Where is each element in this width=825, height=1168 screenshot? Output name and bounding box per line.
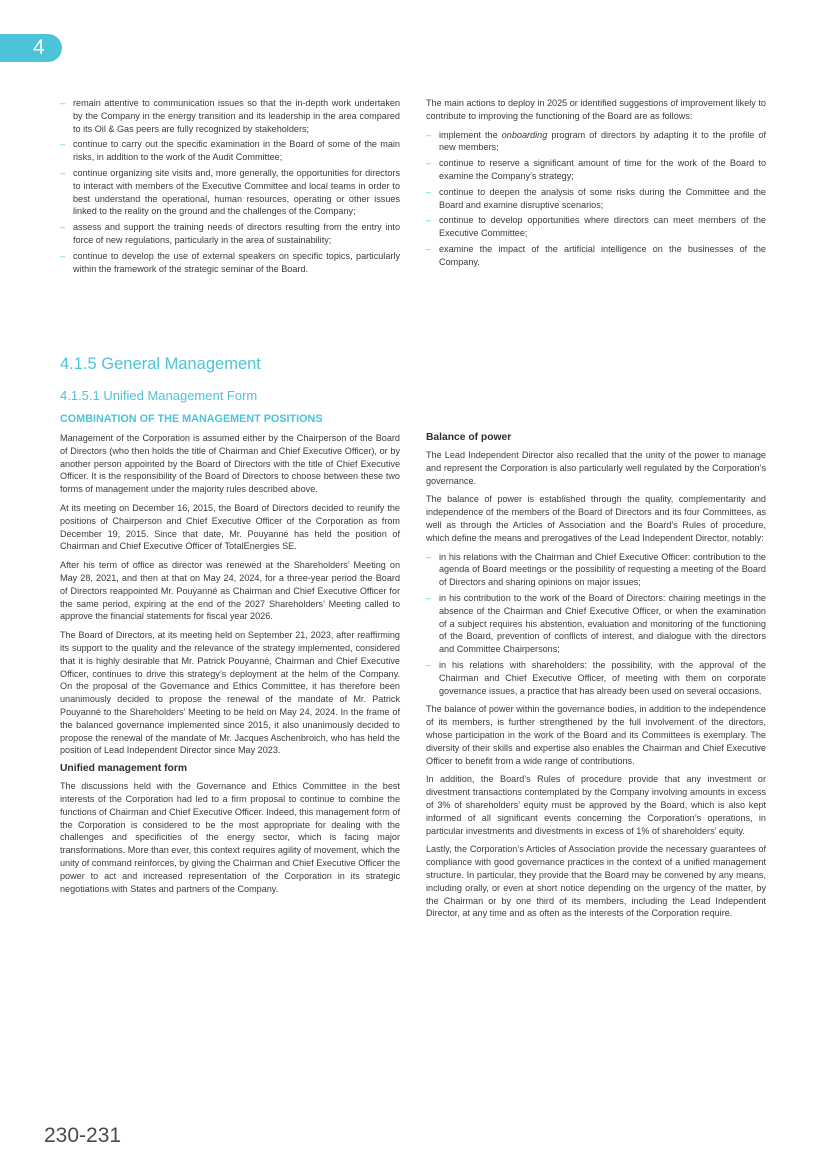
main-actions-intro: The main actions to deploy in 2025 or identified suggestions of improvement likely to contribute to improving the functioning of the Board are as follows: (426, 98, 766, 121)
list-item: – remain attentive to communication issues so that the in-depth work undertaken by the Company in the energy transition and its leadership in the area compared to its Oil & Gas peers are fully recognized by stakeholders; (60, 97, 400, 135)
list-item-emphasis: onboarding (501, 129, 548, 140)
page-number: 230-231 (44, 1124, 122, 1147)
list-item: – continue to deepen the analysis of some risks during the Committee and the Board and examine disruptive scenarios; (426, 186, 766, 212)
board-actions-list (60, 97, 400, 275)
paragraph: At its meeting on December 16, 2015, the Board of Directors decided to reunify the positions of Chairperson and Chief Executive Officer of the Corporation as from December 19, 2015. Since that date, Mr. Pouyanné has held the position of Chairman and Chief Executive Officer of TotalEnergies SE. (60, 502, 400, 552)
section-heading: 4.1.5 General Management (60, 355, 261, 373)
list-item: – in his relations with the Chairman and Chief Executive Officer: contribution to the agenda of Board meetings or the possibility of requesting a meeting of the Board of Directors and sharing opinions on major issues; (426, 551, 766, 589)
paragraph: After his term of office as director was renewed at the Shareholders’ Meeting on May 28, 2021, and then at that on May 24, 2024, for a three-year period the Board of Directors reappointed Mr. Pouyanné as Chairman and Chief Executive Officer for the same period, expiring at the end of the 2027 Shareholders’ Meeting called to approve the financial statements for fiscal year 2026. (60, 560, 400, 622)
paragraph: Management of the Corporation is assumed either by the Chairperson of the Board of Directors (who then holds the title of Chairman and Chief Executive Officer), or by another person appointed by the Board of Directors with the title of Chief Executive Officer. It is the responsibility of the Board of Directors to choose between these two forms of management under the majority rules described above. (60, 433, 400, 495)
improvement-list (426, 129, 766, 269)
list-item: – examine the impact of the artificial intelligence on the businesses of the Company. (426, 243, 766, 269)
body-right-column (426, 432, 766, 926)
paragraph: The Lead Independent Director also recalled that the unity of the power to manage and represent the Corporation is also particularly well regulated by the Corporation’s governance. (426, 450, 766, 486)
paragraph: The balance of power within the governance bodies, in addition to the independence of its members, is further strengthened by the full involvement of the directors, whose participation in the work of the Board and its Committees is exemplary. The diversity of their skills and expertise also enables the Chairman and Chief Executive Officer to benefit from a wide range of contributions. (426, 704, 766, 766)
paragraph: In addition, the Board’s Rules of procedure provide that any investment or divestment transactions contemplated by the Company involving amounts in excess of 3% of shareholders’ equity must be approved by the Board, which is also kept informed of all significant events concerning the Corporation’s operations, in particular investments and divestments in excess of 1% of shareholders’ equity. (426, 774, 766, 836)
balance-heading: Balance of power (426, 432, 512, 443)
paragraph: The balance of power is established through the quality, complementarity and independence of the members of the Board of Directors and its four Committees, as well as through the Articles of Association and the Board’s Rules of procedure, which define the means and prerogatives of the Lead Independent Director, notably: (426, 494, 766, 543)
list-item: – in his relations with shareholders: the possibility, with the approval of the Chairman and Chief Executive Officer, of meeting with them on corporate governance issues, a practice that has already been used on several occasions. (426, 659, 766, 697)
chapter-tab (0, 34, 62, 62)
list-item: – continue organizing site visits and, more generally, the opportunities for directors to interact with members of the Executive Committee and local teams in order to best understand the operational, human resources, operating or other issues linked to the reality on the ground and the challenges of the Company; (60, 167, 400, 218)
list-item-prefix: implement the (439, 129, 502, 140)
list-item (426, 129, 766, 155)
list-item: – continue to carry out the specific examination in the Board of some of the main risks, in addition to the work of the Audit Committee; (60, 138, 400, 164)
top-left-column (60, 97, 400, 281)
list-item: – continue to reserve a significant amount of time for the work of the Board to examine the Company’s strategy; (426, 157, 766, 183)
list-item: – continue to develop the use of external speakers on specific topics, particularly within the framework of the strategic seminar of the Board. (60, 250, 400, 276)
list-item: – in his contribution to the work of the Board of Directors: chairing meetings in the absence of the Chairman and Chief Executive Officer, or when the examination of a subject requires his abstention, evaluation and monitoring of the functioning of the Board, prevention of conflicts of interest, and dialogue with the directors and Committee Chairpersons; (426, 592, 766, 656)
lead-director-list (426, 551, 766, 698)
paragraph: Lastly, the Corporation’s Articles of Association provide the necessary guarantees of compliance with good governance practices in the context of a unified management structure. In particular, they provide that the Board may be convened by any means, including orally, or even at short notice depending on the urgency of the matter, by the Chairman or by one third of its members, including the Lead Independent Director, at any time and as often as the interests of the Corporation require. (426, 844, 766, 919)
unified-heading: Unified management form (60, 763, 188, 775)
chapter-number: 4 (33, 36, 45, 59)
subsection-heading: 4.1.5.1 Unified Management Form (60, 388, 258, 403)
paragraph: The Board of Directors, at its meeting held on September 21, 2023, after reaffirming its support to the quality and the relevance of the strategy implemented, considered that it is highly desirable that Mr. Patrick Pouyanné, Chairman and Chief Executive Officer, continues to drive this strategy’s deployment at the helm of the Company. On the proposal of the Governance and Ethics Committee, it has therefore been unanimously decided to propose the renewal of the mandate of Mr. Patrick Pouyanné to the Shareholders’ Meeting to be held on May 24, 2024. In the frame of the balanced governance implemented since 2015, it also unanimously decided to propose the renewal of the mandate of Mr. Jacques Aschenbroich, who has held the position of Lead Independent Director since May 2023. (60, 630, 400, 756)
body-left-column (60, 432, 400, 901)
list-item: – assess and support the training needs of directors resulting from the entry into force of new regulations, particularly in the area of sustainability; (60, 221, 400, 247)
caps-heading: COMBINATION OF THE MANAGEMENT POSITIONS (60, 413, 323, 425)
list-item-suffix: program of directors by adapting it to the profile of new members; (439, 129, 766, 153)
paragraph: The discussions held with the Governance and Ethics Committee in the best interests of the Corporation had led to a firm proposal to continue to combine the functions of Chairman and Chief Executive Officer. Indeed, this management form of the Corporation is considered to be the most appropriate for dealing with the challenges and specificities of the energy sector, which is facing major transformations. More than ever, this context requires agility of movement, which the unity of command reinforces, by giving the Chairman and Chief Executive Officer the power to act and increased representation of the Corporation in its strategic negotiations with States and partners of the Company. (60, 781, 401, 894)
top-right-column (426, 97, 766, 275)
list-item: – continue to develop opportunities where directors can meet members of the Executive Committee; (426, 214, 766, 240)
